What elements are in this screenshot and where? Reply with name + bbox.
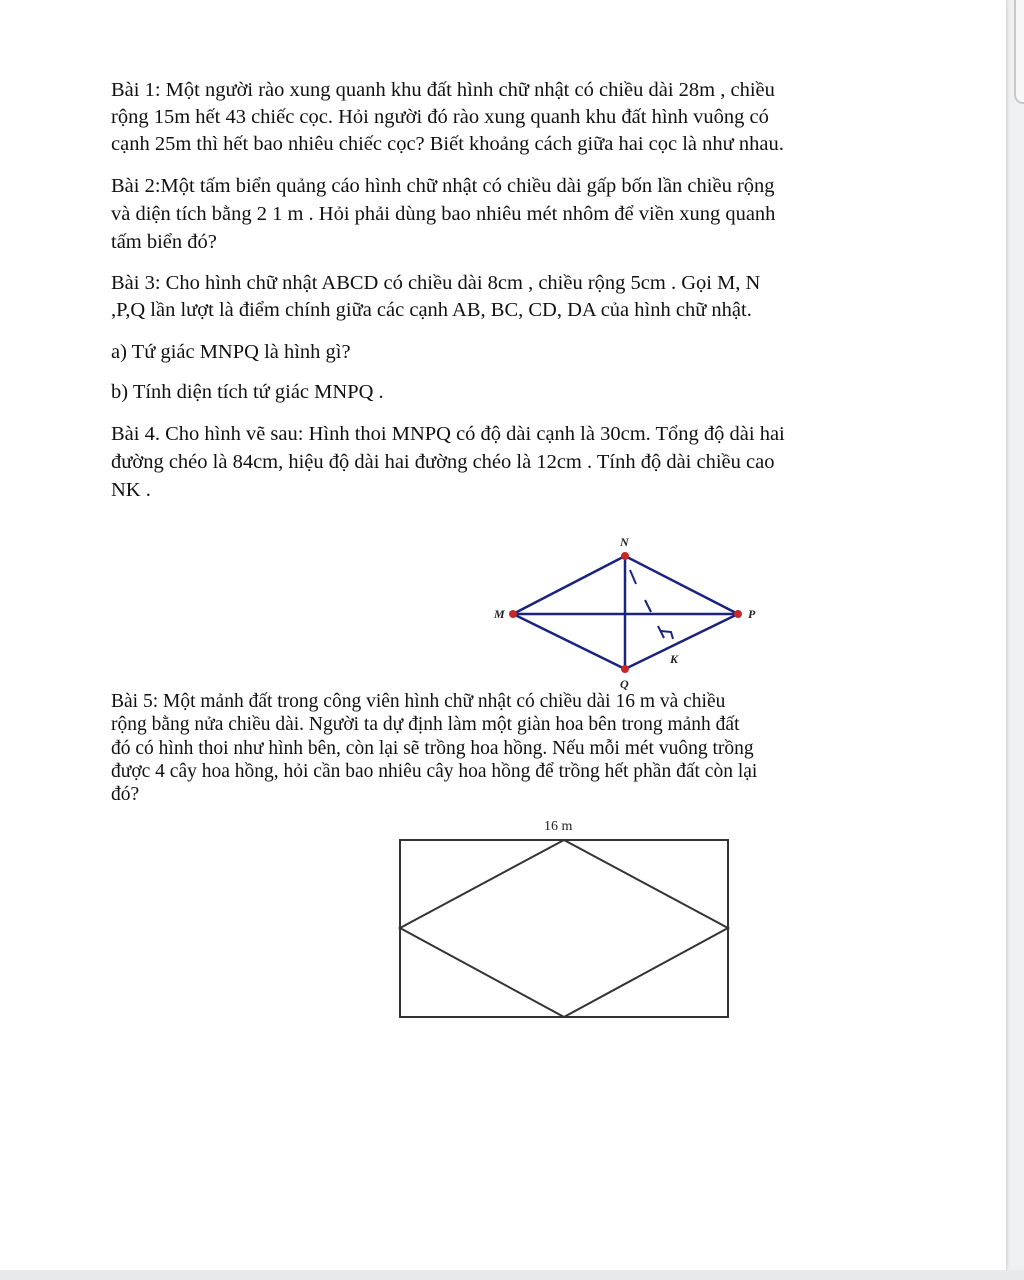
bai4-line: đường chéo là 84cm, hiệu độ dài hai đường chéo là 12cm . Tính độ dài chiều cao <box>111 451 775 473</box>
bai2-line: và diện tích bằng 2 1 m . Hỏi phải dùng bao nhiêu mét nhôm để viền xung quanh <box>111 203 776 225</box>
bai3-line: ,P,Q lần lượt là điểm chính giữa các cạnh AB, BC, CD, DA của hình chữ nhật. <box>111 299 752 321</box>
bai1-line: rộng 15m hết 43 chiếc cọc. Hỏi người đó rào xung quanh khu đất hình vuông có <box>111 106 769 128</box>
rhombus-figure <box>480 530 780 695</box>
bai1-line: Bài 1: Một người rào xung quanh khu đất hình chữ nhật có chiều dài 28m , chiều <box>111 79 775 101</box>
bai5-line: rộng bằng nửa chiều dài. Người ta dự định làm một giàn hoa bên trong mảnh đất <box>111 714 740 735</box>
bai5-line: đó có hình thoi như hình bên, còn lại sẽ trồng hoa hồng. Nếu mỗi mét vuông trồng <box>111 738 754 759</box>
bai5-line: đó? <box>111 784 140 805</box>
label-n: N <box>620 535 629 549</box>
label-q: Q <box>620 677 629 691</box>
garden-figure <box>390 810 740 1025</box>
label-m: M <box>494 607 505 621</box>
label-p: P <box>748 607 756 621</box>
label-k: K <box>670 652 679 666</box>
height-nk <box>630 570 673 639</box>
garden-rhombus <box>400 840 728 1017</box>
scrollbar-tab[interactable] <box>1014 0 1024 104</box>
point-n <box>621 552 629 560</box>
rhombus-lines <box>513 556 738 669</box>
point-q <box>621 665 629 673</box>
width-label: 16 m <box>544 819 573 834</box>
bai5-line: được 4 cây hoa hồng, hỏi cần bao nhiêu cây hoa hồng để trồng hết phần đất còn lại <box>111 761 758 782</box>
bai1-line: cạnh 25m thì hết bao nhiêu chiếc cọc? Biết khoảng cách giữa hai cọc là như nhau. <box>111 133 784 155</box>
bai3-line: Bài 3: Cho hình chữ nhật ABCD có chiều dài 8cm , chiều rộng 5cm . Gọi M, N <box>111 272 761 294</box>
bai2-line: tấm biển đó? <box>111 231 217 253</box>
bai4-line: Bài 4. Cho hình vẽ sau: Hình thoi MNPQ có độ dài cạnh là 30cm. Tổng độ dài hai <box>111 423 785 445</box>
bai5-line: Bài 5: Một mảnh đất trong công viên hình chữ nhật có chiều dài 16 m và chiều <box>111 691 726 712</box>
point-m <box>509 610 517 618</box>
height-dash <box>630 570 636 584</box>
point-p <box>734 610 742 618</box>
height-dash <box>645 600 651 612</box>
bai3-part-b: b) Tính diện tích tứ giác MNPQ . <box>111 381 384 403</box>
garden-rectangle <box>400 840 728 1017</box>
bai4-line: NK . <box>111 479 151 501</box>
bottom-strip <box>0 1270 1024 1280</box>
bai2-line: Bài 2:Một tấm biển quảng cáo hình chữ nhật có chiều dài gấp bốn lần chiều rộng <box>111 175 775 197</box>
bai3-part-a: a) Tứ giác MNPQ là hình gì? <box>111 341 351 363</box>
